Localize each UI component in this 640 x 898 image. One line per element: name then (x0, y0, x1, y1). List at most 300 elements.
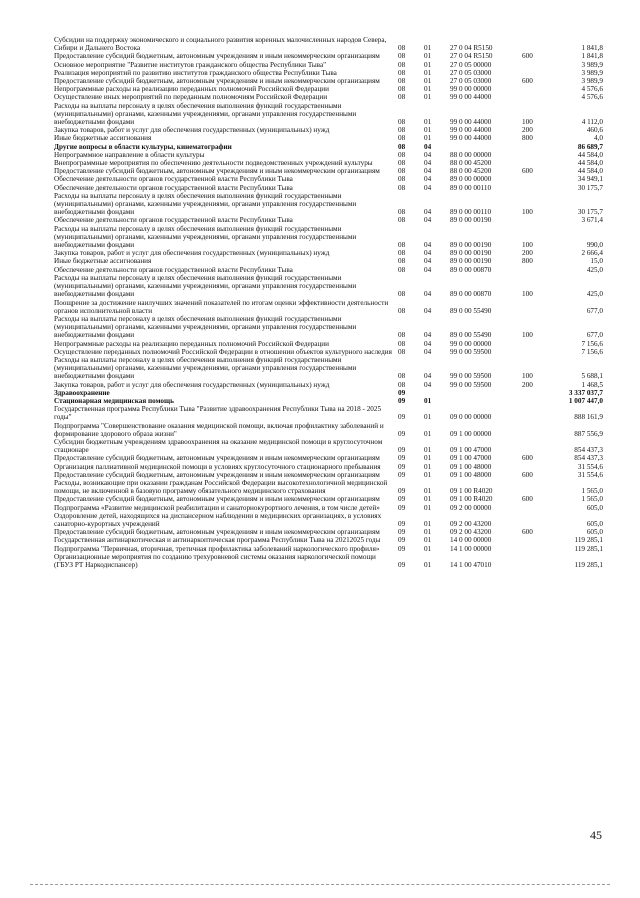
row-subsection: 01 (424, 413, 432, 422)
row-subsection: 01 (424, 495, 432, 504)
row-subsection: 04 (424, 183, 432, 192)
row-amount: 1 841,8 (581, 44, 603, 53)
row-amount: 119 285,1 (574, 536, 603, 545)
row-target-article: 27 0 05 03000 (450, 68, 492, 77)
row-section: 08 (398, 85, 406, 94)
row-expense-type (522, 397, 548, 405)
row-target-article: 09 1 00 47000 (450, 446, 492, 455)
row-section: 09 (398, 528, 406, 537)
row-expense-type (522, 553, 548, 569)
row-name: Организационные мероприятия по созданию трехуровневой системы оказания наркологической помощи (ГБУЗ РТ Наркодиспансер) (54, 552, 376, 569)
row-section: 08 (398, 241, 406, 250)
row-target-article: 14 1 00 47010 (450, 561, 492, 569)
row-name: Подпрограмма "Совершенствование оказания медицинской помощи, включая профилактику заболеваний и формирование здорового образа жизни" (54, 421, 384, 438)
row-amount: 425,0 (586, 265, 603, 274)
row-subsection: 04 (424, 150, 432, 159)
row-amount: 44 584,0 (577, 150, 603, 159)
budget-table-body (54, 36, 607, 569)
row-target-article: 09 2 00 43200 (450, 528, 492, 537)
row-expense-type: 600 (522, 167, 533, 176)
row-amount: 3 989,9 (581, 60, 603, 69)
row-expense-type: 100 (522, 208, 533, 217)
table-row (54, 512, 607, 528)
row-section: 08 (398, 44, 406, 53)
row-expense-type (522, 184, 548, 192)
table-row (54, 126, 607, 134)
row-expense-type: 600 (522, 528, 533, 537)
row-subsection: 01 (424, 60, 432, 69)
table-row (54, 159, 607, 167)
row-expense-type: 600 (522, 52, 533, 61)
row-name: Обеспечение деятельности органов государственной власти Республики Тыва (54, 175, 293, 184)
row-target-article: 99 0 00 59500 (450, 347, 492, 356)
row-amount: 7 156,6 (581, 339, 603, 348)
row-target-article (450, 397, 522, 405)
row-target-article: 89 0 00 00110 (450, 208, 492, 217)
row-amount: 888 161,9 (574, 413, 603, 422)
row-name: Расходы, возникающие при оказании гражданам Российской Федерации высокотехнологичной медицинской помощи, не включенной в базовую программу обязательного медицинского страхования (54, 478, 388, 496)
row-section: 08 (398, 216, 406, 225)
row-name: Осуществление иных мероприятий по переданным полномочиям Российской Федерации (54, 93, 328, 102)
row-amount: 3 989,9 (581, 77, 603, 86)
row-target-article: 89 0 00 00190 (450, 257, 492, 266)
row-section: 08 (398, 93, 406, 102)
row-expense-type (522, 299, 548, 315)
row-expense-type: 200 (522, 249, 533, 258)
row-name: Закупка товаров, работ и услуг для обеспечения государственных (муниципальных) нужд (54, 126, 330, 135)
row-expense-type (522, 422, 548, 438)
row-section: 08 (398, 249, 406, 258)
table-row (54, 69, 607, 77)
row-target-article (450, 389, 522, 397)
row-section: 08 (398, 175, 406, 184)
row-name: Предоставление субсидий бюджетным, автономным учреждениям и иным некоммерческим организациям (54, 470, 380, 479)
row-name: Расходы на выплаты персоналу в целях обеспечения выполнения функций государственными (муниципальными) органами, казенными учреждениями, органами управления государственными внебюджетными фондами (54, 191, 357, 217)
row-name: Подпрограмма «Развитие медицинской реабилитации и санаторнокурортного лечения, в том числе детей» (54, 503, 380, 512)
table-row (54, 553, 607, 569)
table-row (54, 52, 607, 60)
row-amount: 1 565,0 (581, 495, 603, 504)
row-subsection: 01 (424, 77, 432, 86)
row-target-article: 99 0 00 44000 (450, 118, 492, 127)
row-target-article: 89 0 00 00110 (450, 183, 492, 192)
table-row (54, 93, 607, 101)
row-target-article: 99 0 00 59500 (450, 380, 492, 389)
row-name: Предоставление субсидий бюджетным, автономным учреждениям и иным некоммерческим организациям (54, 454, 380, 463)
row-amount: 119 285,1 (574, 561, 603, 569)
row-expense-type: 100 (522, 241, 533, 250)
table-row (54, 438, 607, 454)
row-section: 08 (398, 208, 406, 217)
row-subsection: 01 (424, 470, 432, 479)
table-row (54, 504, 607, 512)
row-section: 08 (398, 347, 406, 356)
row-target-article: 09 1 00 R4020 (450, 495, 493, 504)
row-amount: 1 007 447,0 (568, 396, 603, 405)
table-row (54, 389, 607, 397)
row-section: 08 (398, 60, 406, 69)
row-subsection: 01 (424, 536, 432, 545)
row-section: 09 (398, 487, 406, 496)
row-expense-type (522, 85, 548, 93)
row-section: 08 (398, 339, 406, 348)
row-amount: 30 175,7 (577, 208, 603, 217)
row-target-article: 09 0 00 00000 (450, 413, 492, 422)
row-target-article: 99 0 00 44000 (450, 93, 492, 102)
row-amount: 605,0 (586, 519, 603, 528)
table-row (54, 184, 607, 192)
row-subsection: 04 (424, 241, 432, 250)
row-target-article: 27 0 04 R5150 (450, 52, 493, 61)
page-number: 45 (590, 828, 602, 842)
row-target-article: 89 0 00 55490 (450, 331, 492, 340)
row-expense-type: 600 (522, 495, 533, 504)
row-subsection: 01 (424, 68, 432, 77)
row-name: Непрограммные расходы на реализацию переданных полномочий Российской Федерации (54, 339, 329, 348)
row-subsection: 04 (424, 380, 432, 389)
row-target-article: 09 1 00 47000 (450, 454, 492, 463)
row-section: 09 (398, 388, 406, 397)
row-expense-type (522, 61, 548, 69)
table-row (54, 175, 607, 183)
row-target-article: 99 0 00 59500 (450, 372, 492, 381)
row-section: 08 (398, 372, 406, 381)
row-amount: 3 989,9 (581, 68, 603, 77)
row-subsection: 01 (424, 118, 432, 127)
row-subsection: 01 (424, 85, 432, 94)
row-name: Непрограммное направление в области культуры (54, 150, 205, 159)
row-subsection: 04 (424, 306, 432, 315)
row-section: 08 (398, 380, 406, 389)
row-amount: 30 175,7 (577, 183, 603, 192)
row-expense-type (522, 175, 548, 183)
row-expense-type (522, 93, 548, 101)
row-subsection: 01 (424, 134, 432, 143)
row-amount: 4 576,6 (581, 93, 603, 102)
row-section: 08 (398, 183, 406, 192)
table-row (54, 479, 607, 495)
row-name: Осуществление переданных полномочий Российской Федерации в отношении объектов культурного наследия (54, 347, 392, 356)
row-target-article (450, 143, 522, 151)
row-name: Обеспечение деятельности органов государственной власти Республики Тыва (54, 265, 293, 274)
table-row (54, 151, 607, 159)
row-section: 09 (398, 396, 406, 405)
budget-table (54, 36, 607, 569)
row-section: 08 (398, 265, 406, 274)
row-subsection: 01 (424, 519, 432, 528)
row-subsection: 01 (424, 544, 432, 553)
row-amount: 15,0 (590, 257, 603, 266)
row-section: 08 (398, 167, 406, 176)
row-target-article: 14 1 00 00000 (450, 544, 492, 553)
table-row (54, 216, 607, 224)
table-row (54, 249, 607, 257)
row-amount: 854 437,3 (574, 454, 603, 463)
row-target-article: 88 0 00 45200 (450, 167, 492, 176)
table-row (54, 266, 607, 274)
row-section: 09 (398, 470, 406, 479)
row-expense-type: 200 (522, 380, 533, 389)
row-name: Внепрограммные мероприятия по обеспечению деятельности подведомственных учреждений культуры (54, 159, 373, 168)
row-amount: 4 576,6 (581, 85, 603, 94)
row-section: 08 (398, 290, 406, 299)
table-row (54, 463, 607, 471)
row-amount: 425,0 (586, 290, 603, 299)
row-section: 09 (398, 429, 406, 438)
row-target-article: 09 2 00 00000 (450, 503, 492, 512)
row-subsection: 01 (424, 454, 432, 463)
row-amount: 854 437,3 (574, 446, 603, 455)
row-target-article: 88 0 00 00000 (450, 150, 492, 159)
row-name: Предоставление субсидий бюджетным, автономным учреждениям и иным некоммерческим организациям (54, 77, 380, 86)
table-row (54, 61, 607, 69)
row-name: Организация паллиативной медицинской помощи в условиях круглосуточного стационарного пребывания (54, 462, 381, 471)
row-expense-type: 100 (522, 331, 533, 340)
row-subsection: 01 (424, 446, 432, 455)
row-section: 08 (398, 52, 406, 61)
table-row (54, 397, 607, 405)
row-section: 09 (398, 446, 406, 455)
row-target-article: 27 0 05 00000 (450, 60, 492, 69)
row-expense-type (522, 545, 548, 553)
row-expense-type (522, 159, 548, 167)
row-section: 08 (398, 306, 406, 315)
row-amount: 7 156,6 (581, 347, 603, 356)
row-section: 08 (398, 257, 406, 266)
row-expense-type: 800 (522, 257, 533, 266)
row-section: 08 (398, 150, 406, 159)
row-target-article: 89 0 00 00000 (450, 175, 492, 184)
row-expense-type (522, 143, 548, 151)
row-target-article: 09 2 00 43200 (450, 519, 492, 528)
row-amount: 31 554,6 (577, 462, 603, 471)
row-amount: 677,0 (586, 306, 603, 315)
row-amount: 31 554,6 (577, 470, 603, 479)
row-expense-type (522, 69, 548, 77)
table-row (54, 102, 607, 127)
row-expense-type (522, 340, 548, 348)
row-expense-type (522, 36, 548, 52)
table-row (54, 422, 607, 438)
row-amount: 86 689,7 (577, 142, 603, 151)
row-name: Расходы на выплаты персоналу в целях обеспечения выполнения функций государственными (муниципальными) органами, казенными учреждениями, органами управления государственными внебюджетными фондами (54, 314, 357, 340)
row-amount: 2 666,4 (581, 249, 603, 258)
row-subsection: 04 (424, 347, 432, 356)
row-amount: 4 112,0 (581, 118, 603, 127)
row-subsection: 01 (424, 93, 432, 102)
row-name: Реализация мероприятий по развитию институтов гражданского общества Республики Тыва (54, 68, 337, 77)
row-amount: 460,6 (586, 126, 603, 135)
table-row (54, 495, 607, 503)
row-section: 08 (398, 331, 406, 340)
row-name: Субсидии бюджетным учреждениям здравоохранения на оказание медицинской помощи в круглосуточном стационаре (54, 437, 383, 455)
row-subsection: 04 (424, 331, 432, 340)
row-target-article: 89 0 00 00190 (450, 249, 492, 258)
row-target-article: 27 0 05 03000 (450, 77, 492, 86)
row-subsection: 04 (424, 167, 432, 176)
row-name: Государственная программа Республики Тыва "Развитие здравоохранения Республики Тыва на 2018 - 2025 годы" (54, 405, 382, 422)
table-row (54, 536, 607, 544)
row-name: Расходы на выплаты персоналу в целях обеспечения выполнения функций государственными (муниципальными) органами, казенными учреждениями, органами управления государственными внебюджетными фондами (54, 355, 357, 381)
row-amount: 44 584,0 (577, 167, 603, 176)
row-section: 08 (398, 68, 406, 77)
row-subsection: 01 (424, 396, 432, 405)
row-amount: 34 949,1 (577, 175, 603, 184)
row-expense-type (522, 512, 548, 528)
row-amount: 3 337 037,7 (568, 388, 603, 397)
table-row (54, 545, 607, 553)
table-row (54, 257, 607, 265)
row-name: Другие вопросы в области культуры, кинематографии (54, 142, 232, 151)
row-expense-type (522, 536, 548, 544)
table-row (54, 381, 607, 389)
row-subsection: 01 (424, 503, 432, 512)
row-amount: 44 584,0 (577, 159, 603, 168)
row-name: Иные бюджетные ассигнования (54, 257, 152, 266)
row-amount: 119 285,1 (574, 544, 603, 553)
row-expense-type: 100 (522, 118, 533, 127)
row-amount: 1 468,5 (581, 380, 603, 389)
row-section: 09 (398, 519, 406, 528)
row-target-article: 09 1 00 R4020 (450, 487, 493, 496)
row-section: 08 (398, 134, 406, 143)
row-name: Здравоохранение (54, 388, 110, 397)
row-subsection: 04 (424, 249, 432, 258)
row-target-article: 89 0 00 55490 (450, 306, 492, 315)
row-section: 09 (398, 454, 406, 463)
row-expense-type: 600 (522, 470, 533, 479)
row-section: 09 (398, 495, 406, 504)
row-target-article: 99 0 00 44000 (450, 134, 492, 143)
row-section: 08 (398, 159, 406, 168)
row-name: Субсидии на поддержку экономического и социального развития коренных малочисленных народов Севера, Сибири и Дальнего Востока (54, 36, 387, 53)
row-target-article: 27 0 04 R5150 (450, 44, 493, 53)
row-name: Расходы на выплаты персоналу в целях обеспечения выполнения функций государственными (муниципальными) органами, казенными учреждениями, органами управления государственными внебюджетными фондами (54, 224, 357, 250)
table-row (54, 471, 607, 479)
row-name: Предоставление субсидий бюджетным, автономным учреждениям и иным некоммерческим организациям (54, 167, 380, 176)
row-target-article: 88 0 00 45200 (450, 159, 492, 168)
row-amount: 1 841,8 (581, 52, 603, 61)
table-row (54, 454, 607, 462)
table-row (54, 528, 607, 536)
row-target-article: 09 1 00 00000 (450, 429, 492, 438)
row-expense-type: 600 (522, 454, 533, 463)
row-target-article: 89 0 00 00870 (450, 290, 492, 299)
row-expense-type: 800 (522, 134, 533, 143)
row-subsection: 01 (424, 126, 432, 135)
row-amount: 887 556,9 (574, 429, 603, 438)
row-expense-type (522, 504, 548, 512)
row-section: 08 (398, 142, 406, 151)
row-name: Иные бюджетные ассигнования (54, 134, 152, 143)
row-name: Закупка товаров, работ и услуг для обеспечения государственных (муниципальных) нужд (54, 249, 330, 258)
row-section: 09 (398, 462, 406, 471)
row-section: 09 (398, 561, 406, 569)
row-amount: 3 671,4 (581, 216, 603, 225)
row-amount: 990,0 (586, 241, 603, 250)
row-name: Обеспечение деятельности органов государственной власти Республики Тыва (54, 216, 293, 225)
row-amount: 677,0 (586, 331, 603, 340)
row-subsection: 04 (424, 372, 432, 381)
row-expense-type (522, 438, 548, 454)
row-expense-type: 600 (522, 77, 533, 86)
row-subsection: 04 (424, 216, 432, 225)
row-target-article: 89 0 00 00190 (450, 216, 492, 225)
table-row (54, 167, 607, 175)
row-target-article: 09 1 00 48000 (450, 470, 492, 479)
row-name: Основное мероприятие "Развитие институтов гражданского общества Республики Тыва" (54, 60, 327, 69)
row-amount: 5 688,1 (581, 372, 603, 381)
table-row (54, 340, 607, 348)
row-name: Предоставление субсидий бюджетным, автономным учреждениям и иным некоммерческим организациям (54, 495, 380, 504)
row-expense-type (522, 266, 548, 274)
row-name: Подпрограмма "Первичная, вторичная, третичная профилактика заболеваний наркологического профиля» (54, 544, 380, 553)
table-row (54, 315, 607, 340)
row-expense-type (522, 405, 548, 421)
row-name: Оздоровление детей, находящихся на диспансерном наблюдении в медицинских организациях, в условиях санаторно-курортных учреждений (54, 511, 382, 528)
row-expense-type (522, 151, 548, 159)
row-subsection: 01 (424, 561, 432, 569)
row-subsection (424, 389, 450, 397)
row-section: 08 (398, 126, 406, 135)
row-amount: 1 565,0 (581, 487, 603, 496)
table-row (54, 225, 607, 250)
table-row (54, 36, 607, 52)
row-section: 09 (398, 536, 406, 545)
row-target-article: 99 0 00 44000 (450, 126, 492, 135)
table-row (54, 405, 607, 421)
row-name: Расходы на выплаты персоналу в целях обеспечения выполнения функций государственными (муниципальными) органами, казенными учреждениями, органами управления государственными внебюджетными фондами (54, 273, 357, 299)
row-section: 09 (398, 503, 406, 512)
table-row (54, 143, 607, 151)
row-name: Стационарная медицинская помощь (54, 396, 174, 405)
row-name: Закупка товаров, работ и услуг для обеспечения государственных (муниципальных) нужд (54, 380, 330, 389)
row-subsection: 04 (424, 265, 432, 274)
row-subsection: 04 (424, 175, 432, 184)
row-subsection: 01 (424, 487, 432, 496)
row-subsection: 01 (424, 52, 432, 61)
row-subsection: 04 (424, 290, 432, 299)
row-subsection: 04 (424, 142, 432, 151)
row-expense-type: 100 (522, 372, 533, 381)
table-row (54, 77, 607, 85)
row-target-article: 14 0 00 00000 (450, 536, 492, 545)
row-target-article: 99 0 00 00000 (450, 339, 492, 348)
row-expense-type (522, 216, 548, 224)
row-expense-type (522, 463, 548, 471)
budget-table-container (54, 36, 603, 569)
table-row (54, 274, 607, 299)
row-subsection: 04 (424, 339, 432, 348)
row-expense-type (522, 479, 548, 495)
row-subsection: 04 (424, 257, 432, 266)
row-subsection: 01 (424, 528, 432, 537)
row-target-article: 09 1 00 48000 (450, 462, 492, 471)
row-target-article: 89 0 00 00190 (450, 241, 492, 250)
row-name: Поощрение за достижение наилучших значений показателей по итогам оценки эффективности деятельности органов исполнительной власти (54, 298, 389, 315)
table-row (54, 192, 607, 217)
row-subsection: 01 (424, 429, 432, 438)
row-section: 09 (398, 413, 406, 422)
row-name: Предоставление субсидий бюджетным, автономным учреждениям и иным некоммерческим организациям (54, 528, 380, 537)
row-amount: 605,0 (586, 528, 603, 537)
row-name: Предоставление субсидий бюджетным, автономным учреждениям и иным некоммерческим организациям (54, 52, 380, 61)
row-subsection: 04 (424, 159, 432, 168)
table-row (54, 134, 607, 142)
row-section: 08 (398, 77, 406, 86)
row-name: Обеспечение деятельности органов государственной власти Республики Тыва (54, 183, 293, 192)
row-target-article: 99 0 00 00000 (450, 85, 492, 94)
